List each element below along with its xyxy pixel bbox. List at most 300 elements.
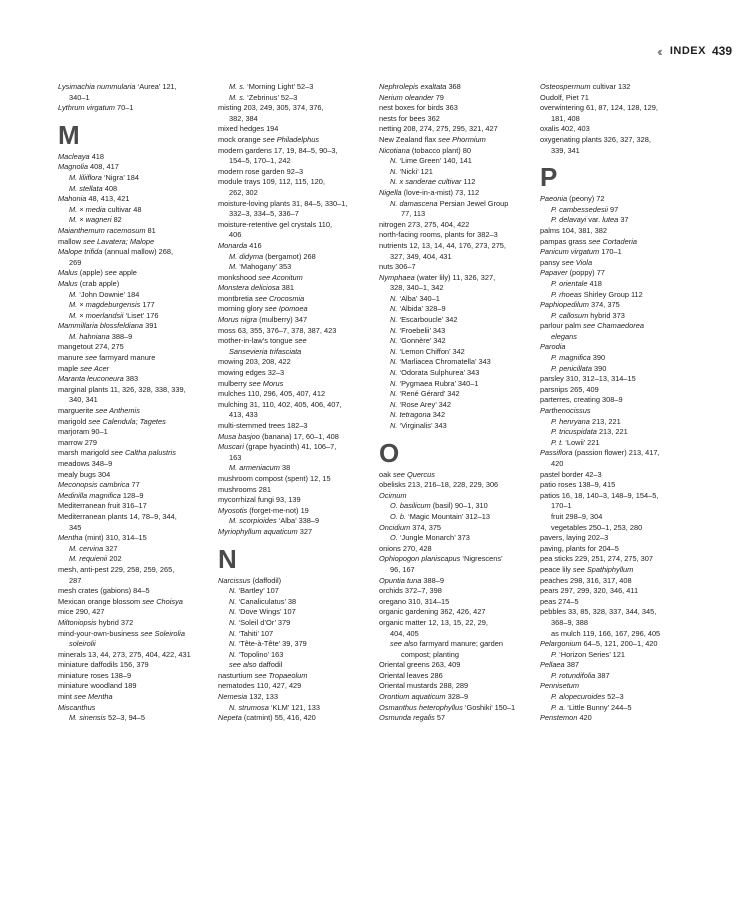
entry-text: daffodil (256, 660, 283, 670)
entry-text: minerals 13, 44, 273, 275, 404, 422, 431 (58, 649, 191, 659)
italic-term: N. strumosa (229, 702, 269, 712)
italic-term: M. armeniacum (229, 463, 280, 473)
index-subentry (540, 215, 698, 226)
italic-term: Musa basjoo (218, 431, 260, 441)
index-entry (540, 194, 698, 205)
entry-text: compost; planting (401, 649, 459, 659)
index-subentry (379, 501, 531, 512)
italic-term: M. × moerlandsii (69, 310, 124, 320)
index-entry (540, 395, 698, 406)
index-subentry (58, 300, 208, 311)
entry-text: cultivar 48 (105, 204, 142, 214)
entry-text: 170–1 (551, 501, 572, 511)
italic-term: N. (390, 293, 398, 303)
index-entry (379, 554, 531, 565)
index-subentry (58, 290, 208, 301)
entry-text: (basil) 90–1, 310 (430, 501, 488, 511)
index-entry (218, 294, 370, 305)
index-entry (218, 506, 370, 517)
index-entry (58, 342, 208, 353)
entry-text: mowing edges 32–3 (218, 368, 285, 378)
index-entry (218, 273, 370, 284)
index-entry-continuation (540, 512, 698, 523)
italic-term: see Acer (80, 363, 110, 373)
entry-text: ‘Aurea’ 121, (135, 82, 177, 91)
italic-term: M. requienii (69, 554, 108, 564)
entry-text: ‘Tahiti’ 107 (236, 628, 274, 638)
double-chevron-left-icon: ‹‹ (657, 43, 660, 59)
index-entry (540, 681, 698, 692)
index-entry (379, 124, 531, 135)
italic-term: see Quercus (392, 469, 435, 479)
index-entry (218, 241, 370, 252)
index-entry (379, 103, 531, 114)
entry-text: ‘Zebrinus’ 52–3 (245, 92, 298, 102)
index-entry-continuation (540, 114, 698, 125)
index-subentry (379, 315, 531, 326)
entry-text: module trays 109, 112, 115, 120, (218, 177, 325, 187)
italic-term: see Viola (561, 257, 593, 267)
italic-term: Opuntia tuna (379, 575, 422, 585)
entry-text: 82 (111, 215, 122, 225)
entry-text: (mint) 310, 314–15 (82, 533, 147, 543)
entry-text: marsh marigold (58, 448, 111, 458)
entry-text: organic matter 12, 13, 15, 22, 29, (379, 617, 488, 627)
entry-text: ‘René Gérard’ 342 (397, 389, 460, 399)
entry-text: 64–5, 121, 200–1, 420 (581, 639, 658, 649)
entry-text: 262, 302 (229, 187, 258, 197)
entry-text: 52–3 (605, 692, 624, 702)
index-entry-continuation (58, 93, 208, 104)
italic-term: Lythrum virgatum (58, 103, 115, 113)
italic-term: Pelargonium (540, 639, 582, 649)
index-subentry (540, 692, 698, 703)
index-entry-continuation (540, 146, 698, 157)
entry-text: ‘Goshiki’ 150–1 (462, 702, 516, 712)
entry-text: ‘KLM’ 121, 133 (268, 702, 320, 712)
entry-text: orchids 372–7, 398 (379, 586, 442, 596)
italic-term: O. (390, 533, 398, 543)
entry-text: ‘Nicki’ 121 (397, 166, 433, 176)
section-title: INDEX (669, 45, 706, 57)
entry-text: ‘Gonnère’ 342 (397, 336, 446, 346)
italic-term: Osmanthus heterophyllus (379, 702, 463, 712)
index-entry (540, 258, 698, 269)
index-subentry (379, 421, 531, 432)
entry-text: (crab apple) (77, 278, 120, 288)
entry-text: mother-in-law’s tongue (218, 336, 295, 346)
italic-term: P. t. (551, 437, 564, 447)
entry-text: marguerite (58, 406, 96, 416)
index-subentry (218, 639, 370, 650)
italic-term: see Soleirolia (140, 628, 185, 638)
italic-term: lutea (602, 215, 619, 225)
index-entry (58, 353, 208, 364)
index-entry (58, 470, 208, 481)
entry-text: 170–1 (599, 247, 622, 257)
entry-text: vegetables 250–1, 253, 280 (551, 522, 643, 532)
index-subentry (540, 364, 698, 375)
entry-text: 154–5, 170–1, 242 (229, 156, 291, 166)
italic-term: Nepeta (218, 713, 242, 723)
entry-text: (annual mallow) 268, (102, 247, 174, 257)
index-entry (379, 114, 531, 125)
index-entry (58, 279, 208, 290)
index-entry-continuation (379, 650, 531, 661)
index-entry (58, 629, 208, 640)
entry-text: ‘Jungle Monarch’ 373 (397, 533, 470, 543)
italic-term: see Phormium (438, 134, 486, 144)
italic-term: N. (390, 336, 398, 346)
index-entry (218, 315, 370, 326)
index-entry (540, 374, 698, 385)
italic-term: see (104, 268, 117, 278)
entry-text: patio roses 138–9, 415 (540, 480, 616, 490)
index-subentry (58, 554, 208, 565)
index-entry (58, 692, 208, 703)
italic-term: Macleaya (58, 151, 90, 161)
index-subentry (379, 368, 531, 379)
index-entry (540, 480, 698, 491)
index-subentry (58, 332, 208, 343)
italic-term: N. (390, 304, 398, 314)
italic-term: Lysimachia nummularia (58, 82, 136, 91)
index-subentry (540, 311, 698, 322)
entry-text: (apple) (77, 268, 105, 278)
italic-term: N. (229, 628, 237, 638)
entry-text: mowing 203, 208, 422 (218, 357, 291, 367)
entry-text: overwintering 61, 87, 124, 128, 129, (540, 103, 658, 113)
index-subentry (540, 205, 698, 216)
entry-text: ‘Virginalis’ 343 (397, 421, 447, 430)
entry-text: 57 (434, 713, 446, 723)
italic-term: M. × media (69, 204, 106, 214)
index-entry (218, 474, 370, 485)
index-entry (540, 103, 698, 114)
entry-text: montbretia (218, 293, 255, 303)
index-subentry (58, 184, 208, 195)
index-subentry (218, 252, 370, 263)
index-entry (379, 262, 531, 273)
index-entry-continuation (218, 156, 370, 167)
italic-term: M. × wagneri (69, 215, 112, 225)
entry-text: ‘Topolino’ 163 (236, 649, 284, 659)
entry-text: 383 (123, 374, 139, 384)
index-entry (218, 124, 370, 135)
index-subentry (540, 650, 698, 661)
italic-term: Orontium aquaticum (379, 692, 446, 702)
index-entry-continuation (540, 523, 698, 534)
italic-term: Magnolia (58, 162, 88, 172)
italic-term: see Ipomoea (264, 304, 308, 314)
entry-text: nutrients 12, 13, 14, 44, 176, 273, 275, (379, 240, 506, 250)
entry-text: New Zealand flax (379, 134, 439, 144)
italic-term: Mahonia (58, 194, 87, 204)
index-subentry (379, 156, 531, 167)
entry-text: mulching 31, 110, 402, 405, 406, 407, (218, 399, 342, 409)
entry-text: ‘Lowii’ 221 (563, 437, 600, 447)
index-entry (58, 82, 208, 93)
entry-text: ‘Escarboucle’ 342 (397, 315, 458, 325)
index-entry (379, 220, 531, 231)
entry-text: ‘Alba’ 338–9 (276, 516, 320, 526)
italic-term: Myosotis (218, 505, 248, 515)
index-entry (540, 124, 698, 135)
index-subentry (58, 173, 208, 184)
italic-term: Oncidium (379, 522, 411, 532)
index-entry (540, 321, 698, 332)
italic-term: P. cambessedesii (551, 204, 608, 214)
entry-text: 327 (297, 526, 313, 536)
index-entry (58, 237, 208, 248)
index-entry (218, 135, 370, 146)
italic-term: N. (390, 315, 398, 325)
italic-term: M. (229, 262, 238, 272)
entry-text: palms 104, 381, 382 (540, 225, 607, 235)
entry-text: moss 63, 355, 376–7, 378, 387, 423 (218, 325, 337, 335)
entry-text: mulberry (218, 378, 249, 388)
index-entry (379, 230, 531, 241)
section-letter: P (540, 162, 558, 193)
entry-text: marigold (58, 416, 89, 426)
italic-term: N. (229, 617, 237, 627)
italic-term: Monarda (218, 240, 248, 250)
italic-term: Nemesia (218, 692, 248, 702)
index-subentry (540, 353, 698, 364)
entry-text: 388–9 (109, 331, 133, 341)
index-subentry (218, 607, 370, 618)
index-entry (218, 495, 370, 506)
italic-term: Nigella (379, 187, 402, 197)
index-entry (379, 586, 531, 597)
italic-term: N. damascena (390, 198, 438, 208)
entry-text: 404, 405 (390, 628, 419, 638)
entry-text: nasturtium (218, 670, 255, 680)
italic-term: see Morus (248, 378, 284, 388)
italic-term: see Aconitum (258, 272, 303, 282)
page-number: 439 (711, 44, 732, 58)
entry-text: ‘Canaliculatus’ 38 (236, 596, 297, 606)
entry-text: ‘Froebelii’ 343 (397, 325, 446, 335)
index-entry-continuation (218, 410, 370, 421)
italic-term: P. alopecuroides (551, 692, 606, 702)
index-subentry (218, 650, 370, 661)
index-subentry (379, 639, 531, 650)
italic-term: N. (229, 639, 237, 649)
index-entry (218, 199, 370, 210)
index-entry (379, 491, 531, 502)
index-entry (218, 103, 370, 114)
index-entry (218, 400, 370, 411)
italic-term: Osmunda regalis (379, 713, 435, 723)
index-entry (218, 177, 370, 188)
entry-text: ‘Liset’ 176 (123, 310, 159, 320)
index-entry (540, 406, 698, 417)
entry-text: ‘Alba’ 340–1 (397, 293, 440, 303)
index-entry-continuation (540, 501, 698, 512)
entry-text: 163 (229, 452, 242, 462)
entry-text: mice 290, 427 (58, 607, 105, 617)
index-entry (58, 321, 208, 332)
entry-text: nitrogen 273, 275, 404, 422 (379, 219, 470, 229)
italic-term: M. hahniana (69, 331, 110, 341)
index-entry (218, 220, 370, 231)
index-entry (218, 692, 370, 703)
index-entry (540, 247, 698, 258)
italic-term: Pennisetum (540, 681, 580, 691)
entry-text: peas 274–5 (540, 596, 579, 606)
entry-text: oxygenating plants 326, 327, 328, (540, 134, 651, 144)
entry-text: ‘Soleil d’Or’ 379 (236, 617, 291, 627)
index-entry-continuation (540, 618, 698, 629)
entry-text: 388–9 (421, 575, 444, 585)
index-entry (58, 226, 208, 237)
index-subentry (379, 347, 531, 358)
italic-term: N. (229, 596, 237, 606)
italic-term: Miscanthus (58, 702, 96, 712)
entry-text: 345 (69, 522, 82, 532)
entry-text: multi-stemmed trees 182–3 (218, 421, 308, 430)
entry-text: 340, 341 (69, 395, 98, 405)
entry-text: peaches 298, 316, 317, 408 (540, 575, 632, 585)
entry-text: ‘Magic Mountain’ 312–13 (406, 511, 490, 521)
page-header (657, 42, 732, 60)
entry-text: ‘Odorata Sulphurea’ 343 (397, 368, 480, 378)
index-subentry (218, 629, 370, 640)
entry-text: marjoram 90–1 (58, 427, 108, 437)
index-entry-continuation (379, 629, 531, 640)
index-entry (540, 565, 698, 576)
italic-term: Mammillaria blossfeldiana (58, 321, 144, 331)
entry-text: (poppy) 77 (567, 268, 605, 278)
index-subentry (540, 279, 698, 290)
index-entry (58, 501, 208, 512)
index-entry (540, 491, 698, 502)
entry-text: 418 (89, 151, 105, 161)
entry-text: 332–3, 334–5, 336–7 (229, 209, 299, 219)
italic-term: M. cervina (69, 543, 104, 553)
entry-text: 374, 375 (588, 300, 620, 310)
entry-text: Oriental mustards 288, 289 (379, 681, 469, 691)
entry-text: mesh crates (gabions) 84–5 (58, 586, 150, 596)
entry-text: cultivar 132 (590, 82, 631, 91)
entry-text: 38 (279, 463, 291, 473)
italic-term: Muscari (218, 442, 244, 452)
entry-text: ‘Tête-à-Tête’ 39, 379 (236, 639, 307, 649)
index-entry (218, 442, 370, 453)
entry-text: 327, 349, 404, 431 (390, 251, 452, 261)
entry-text: Shirley Group 112 (581, 289, 643, 299)
entry-text: nests for bees 362 (379, 113, 440, 123)
italic-term: see Tropaeolum (254, 670, 308, 680)
entry-text: ‘Lemon Chiffon’ 342 (397, 346, 465, 356)
entry-text: onions 270, 428 (379, 543, 432, 553)
entry-text: nematodes 110, 427, 429 (218, 681, 302, 691)
entry-text: hybrid 373 (588, 310, 625, 320)
entry-text: 77 (129, 480, 140, 490)
entry-text: 327 (103, 543, 118, 553)
entry-text: 96, 167 (390, 564, 415, 574)
entry-text: apple (116, 268, 137, 278)
index-entry (379, 618, 531, 629)
index-subentry (379, 400, 531, 411)
index-entry (58, 565, 208, 576)
entry-text: north-facing rooms, plants for 382–3 (379, 230, 498, 240)
index-column-2 (218, 82, 370, 724)
index-entry (218, 671, 370, 682)
entry-text: as mulch 119, 166, 167, 296, 405 (551, 628, 661, 638)
index-subentry (379, 389, 531, 400)
index-entry (379, 713, 531, 724)
index-entry (540, 300, 698, 311)
entry-text: mushroom compost (spent) 12, 15 (218, 473, 331, 483)
entry-text: ‘Rose Arey’ 342 (397, 399, 451, 409)
entry-text: moisture-retentive gel crystals 110, (218, 219, 333, 229)
entry-text: 37 (618, 215, 629, 225)
index-subentry (379, 326, 531, 337)
index-subentry (379, 410, 531, 421)
index-entry (58, 618, 208, 629)
entry-text: ‘Nigrescens’ (460, 554, 503, 564)
italic-term: Maranta leuconeura (58, 374, 124, 384)
index-entry (379, 703, 531, 714)
index-entry (379, 681, 531, 692)
entry-text: meadows 348–9 (58, 459, 113, 468)
index-entry (218, 368, 370, 379)
index-subentry (540, 438, 698, 449)
entry-text: ‘Marliacea Chromatella’ 343 (397, 357, 491, 367)
entry-text: organic gardening 362, 426, 427 (379, 607, 486, 617)
entry-text: oxalis 402, 403 (540, 124, 590, 134)
index-entry (218, 379, 370, 390)
index-subentry (379, 512, 531, 523)
index-entry (58, 448, 208, 459)
entry-text: pears 297, 299, 320, 346, 411 (540, 586, 639, 596)
entry-text: pastel border 42–3 (540, 469, 602, 479)
italic-term: Ocimum (379, 490, 407, 500)
italic-term: P. rotundifolia (551, 670, 596, 680)
italic-term: Panicum virgatum (540, 247, 600, 257)
index-subentry (540, 417, 698, 428)
entry-text: 387 (564, 660, 580, 670)
index-entry-continuation (58, 395, 208, 406)
entry-text: mock orange (218, 134, 263, 144)
italic-term: see Anthemis (95, 406, 140, 416)
index-subentry (218, 82, 370, 93)
italic-term: M. sinensis (69, 713, 106, 723)
index-subentry (218, 93, 370, 104)
entry-text: farmyard manure; garden (417, 639, 503, 649)
index-entry-continuation (379, 565, 531, 576)
index-entry-continuation (218, 209, 370, 220)
index-subentry (58, 544, 208, 555)
italic-term: N. (390, 156, 398, 166)
index-entry (218, 326, 370, 337)
italic-term: Maianthemum racemosum (58, 225, 146, 235)
italic-term: O. b. (390, 511, 407, 521)
index-entry (379, 607, 531, 618)
index-entry (58, 533, 208, 544)
italic-term: M. (69, 289, 78, 299)
index-entry (58, 247, 208, 258)
entry-text: morning glory (218, 304, 265, 314)
italic-term: Paphiopedilum (540, 300, 589, 310)
index-entry (540, 226, 698, 237)
entry-text: Oriental leaves 286 (379, 670, 443, 680)
entry-text: (peony) 72 (567, 194, 605, 204)
entry-text: 391 (143, 321, 158, 331)
entry-text: 77, 113 (401, 209, 426, 219)
